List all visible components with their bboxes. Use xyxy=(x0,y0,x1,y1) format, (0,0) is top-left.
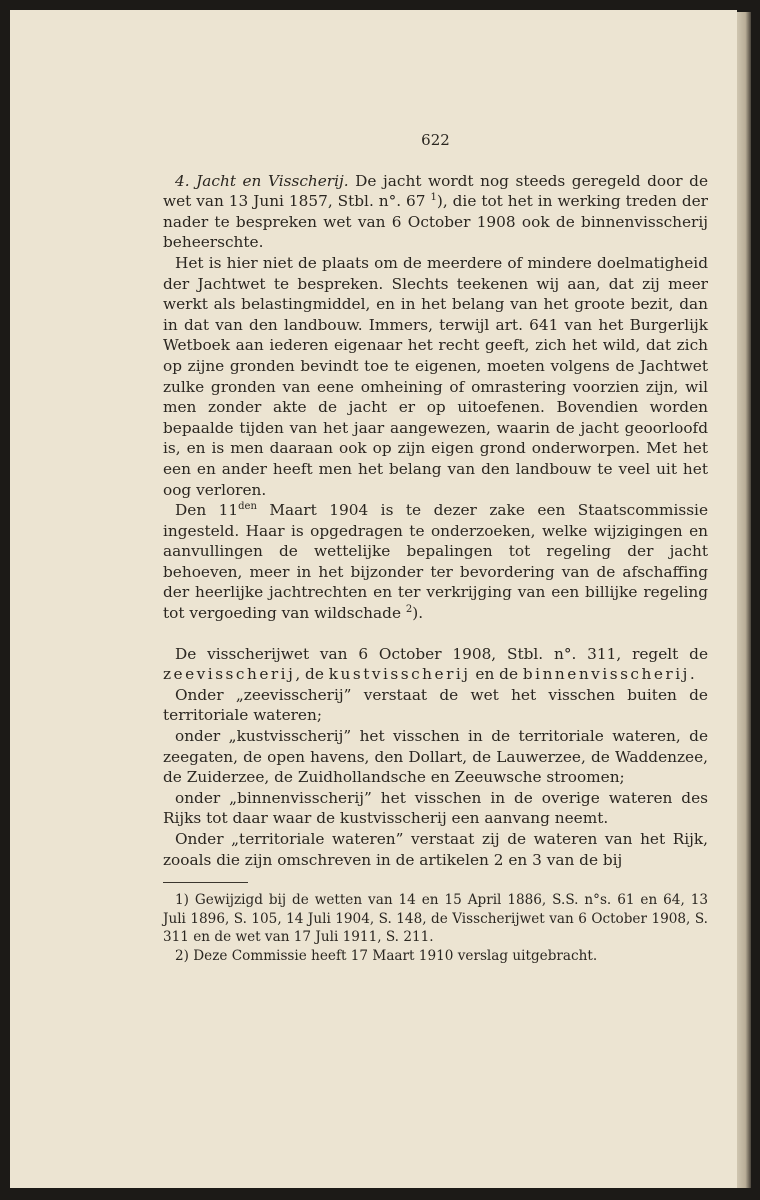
ordinal-suffix: den xyxy=(238,501,257,512)
paragraph-text: De visscherijwet van 6 October 1908, Stbl. n°. 311, regelt de xyxy=(175,644,708,663)
paragraph-binnenvisscherij: onder „binnenvisscherij” het visschen in de overige wateren des Rijks tot daar waar de kustvisscherij een aanvang neemt. xyxy=(163,788,708,828)
paragraph-zeevisscherij: Onder „zeevisscherij” verstaat de wet het visschen buiten de territoriale wateren; xyxy=(163,685,708,725)
paragraph-text: , de xyxy=(295,665,329,684)
term-zeevisscherij: zeevisscherij xyxy=(163,665,296,684)
paragraph-visscherijwet xyxy=(163,644,708,685)
term-kustvisscherij: kustvisscherij xyxy=(328,665,471,684)
page-edge xyxy=(737,12,751,1188)
paragraph-text: De jacht wordt nog steeds geregeld door de wet van 13 Juni 1857, Stbl. n°. 67 xyxy=(163,171,709,211)
paragraph-staatscommissie xyxy=(163,500,708,624)
paragraph-text: ), die tot het in werking treden der nader te bespreken wet van 6 October 1908 ook de binnenvisscherij beheerschte. xyxy=(163,192,708,252)
page-text xyxy=(163,130,708,965)
term-binnenvisscherij: binnenvisscherij xyxy=(522,665,690,684)
footnote-ref-1: 1 xyxy=(430,192,437,204)
footnote-ref-2: 2 xyxy=(405,603,413,615)
footnote-2: 2) Deze Commissie heeft 17 Maart 1910 verslag uitgebracht. xyxy=(175,947,598,964)
paragraph-jachtwet: Het is hier niet de plaats om de meerdere of mindere doelmatigheid der Jachtwet te bespreken. Slechts teekenen wij aan, dat zij meer werkt als belastingmiddel, en in het belang van het groote bezit, dan in dat van den landbouw. Immers, terwijl art. 641 van het Burgerlijk Wetboek aan iederen eigenaar het recht geeft, zich het wild, dat zich op zijne gronden bevindt toe te eigenen, moeten volgens de Jachtwet zulke gronden van eene omheining of omrastering voorzien zijn, wil men zonder akte de jacht er op uitoefenen. Bovendien worden bepaalde tijden van het jaar aangewezen, waarin de jacht geoorloofd is, en is men daaraan ook op zijn eigen grond onderworpen. Met het een en ander heeft men het belang van den landbouw te veel uit het oog verloren. xyxy=(163,253,708,499)
footnote-divider xyxy=(163,882,248,883)
paragraph-jacht-intro xyxy=(163,171,708,253)
paragraph-kustvisscherij: onder „kustvisscherij” het visschen in de territoriale wateren, de zeegaten, de open havens, den Dollart, de Lauwerzee, de Waddenzee, de Zuiderzee, de Zuidhollandsche en Zeeuwsche stroomen; xyxy=(163,727,708,787)
paragraph-text: . xyxy=(689,665,695,684)
paragraph-text: ). xyxy=(412,604,424,623)
paragraph-text: Maart 1904 is te dezer zake een Staatscommissie ingesteld. Haar is opgedragen te onderzoeken, welke wijzigingen en aanvullingen de wettelijke bepalingen tot regeling der jacht behoeven, meer in het bijzonder ter bevordering van de afschaffing der heerlijke jachtrechten en ter verkrijging van een billijke regeling tot vergoeding van wildschade xyxy=(163,501,708,623)
paragraph-territoriale-wateren: Onder „territoriale wateren” verstaat zij de wateren van het Rijk, zooals die zijn omschreven in de artikelen 2 en 3 van de bij xyxy=(163,830,708,869)
page-number: 622 xyxy=(421,131,450,149)
footnote-1: 1) Gewijzigd bij de wetten van 14 en 15 April 1886, S.S. n°s. 61 en 64, 13 Juli 1896, S. 105, 14 Juli 1904, S. 148, de Visscherijwet van 6 October 1908, S. 311 en de wet van 17 Juli 1911, S. 211. xyxy=(163,892,708,946)
paragraph-text: Den 11 xyxy=(175,501,239,520)
paragraph-text: en de xyxy=(470,665,523,684)
section-heading: 4. Jacht en Visscherij. xyxy=(175,171,349,190)
